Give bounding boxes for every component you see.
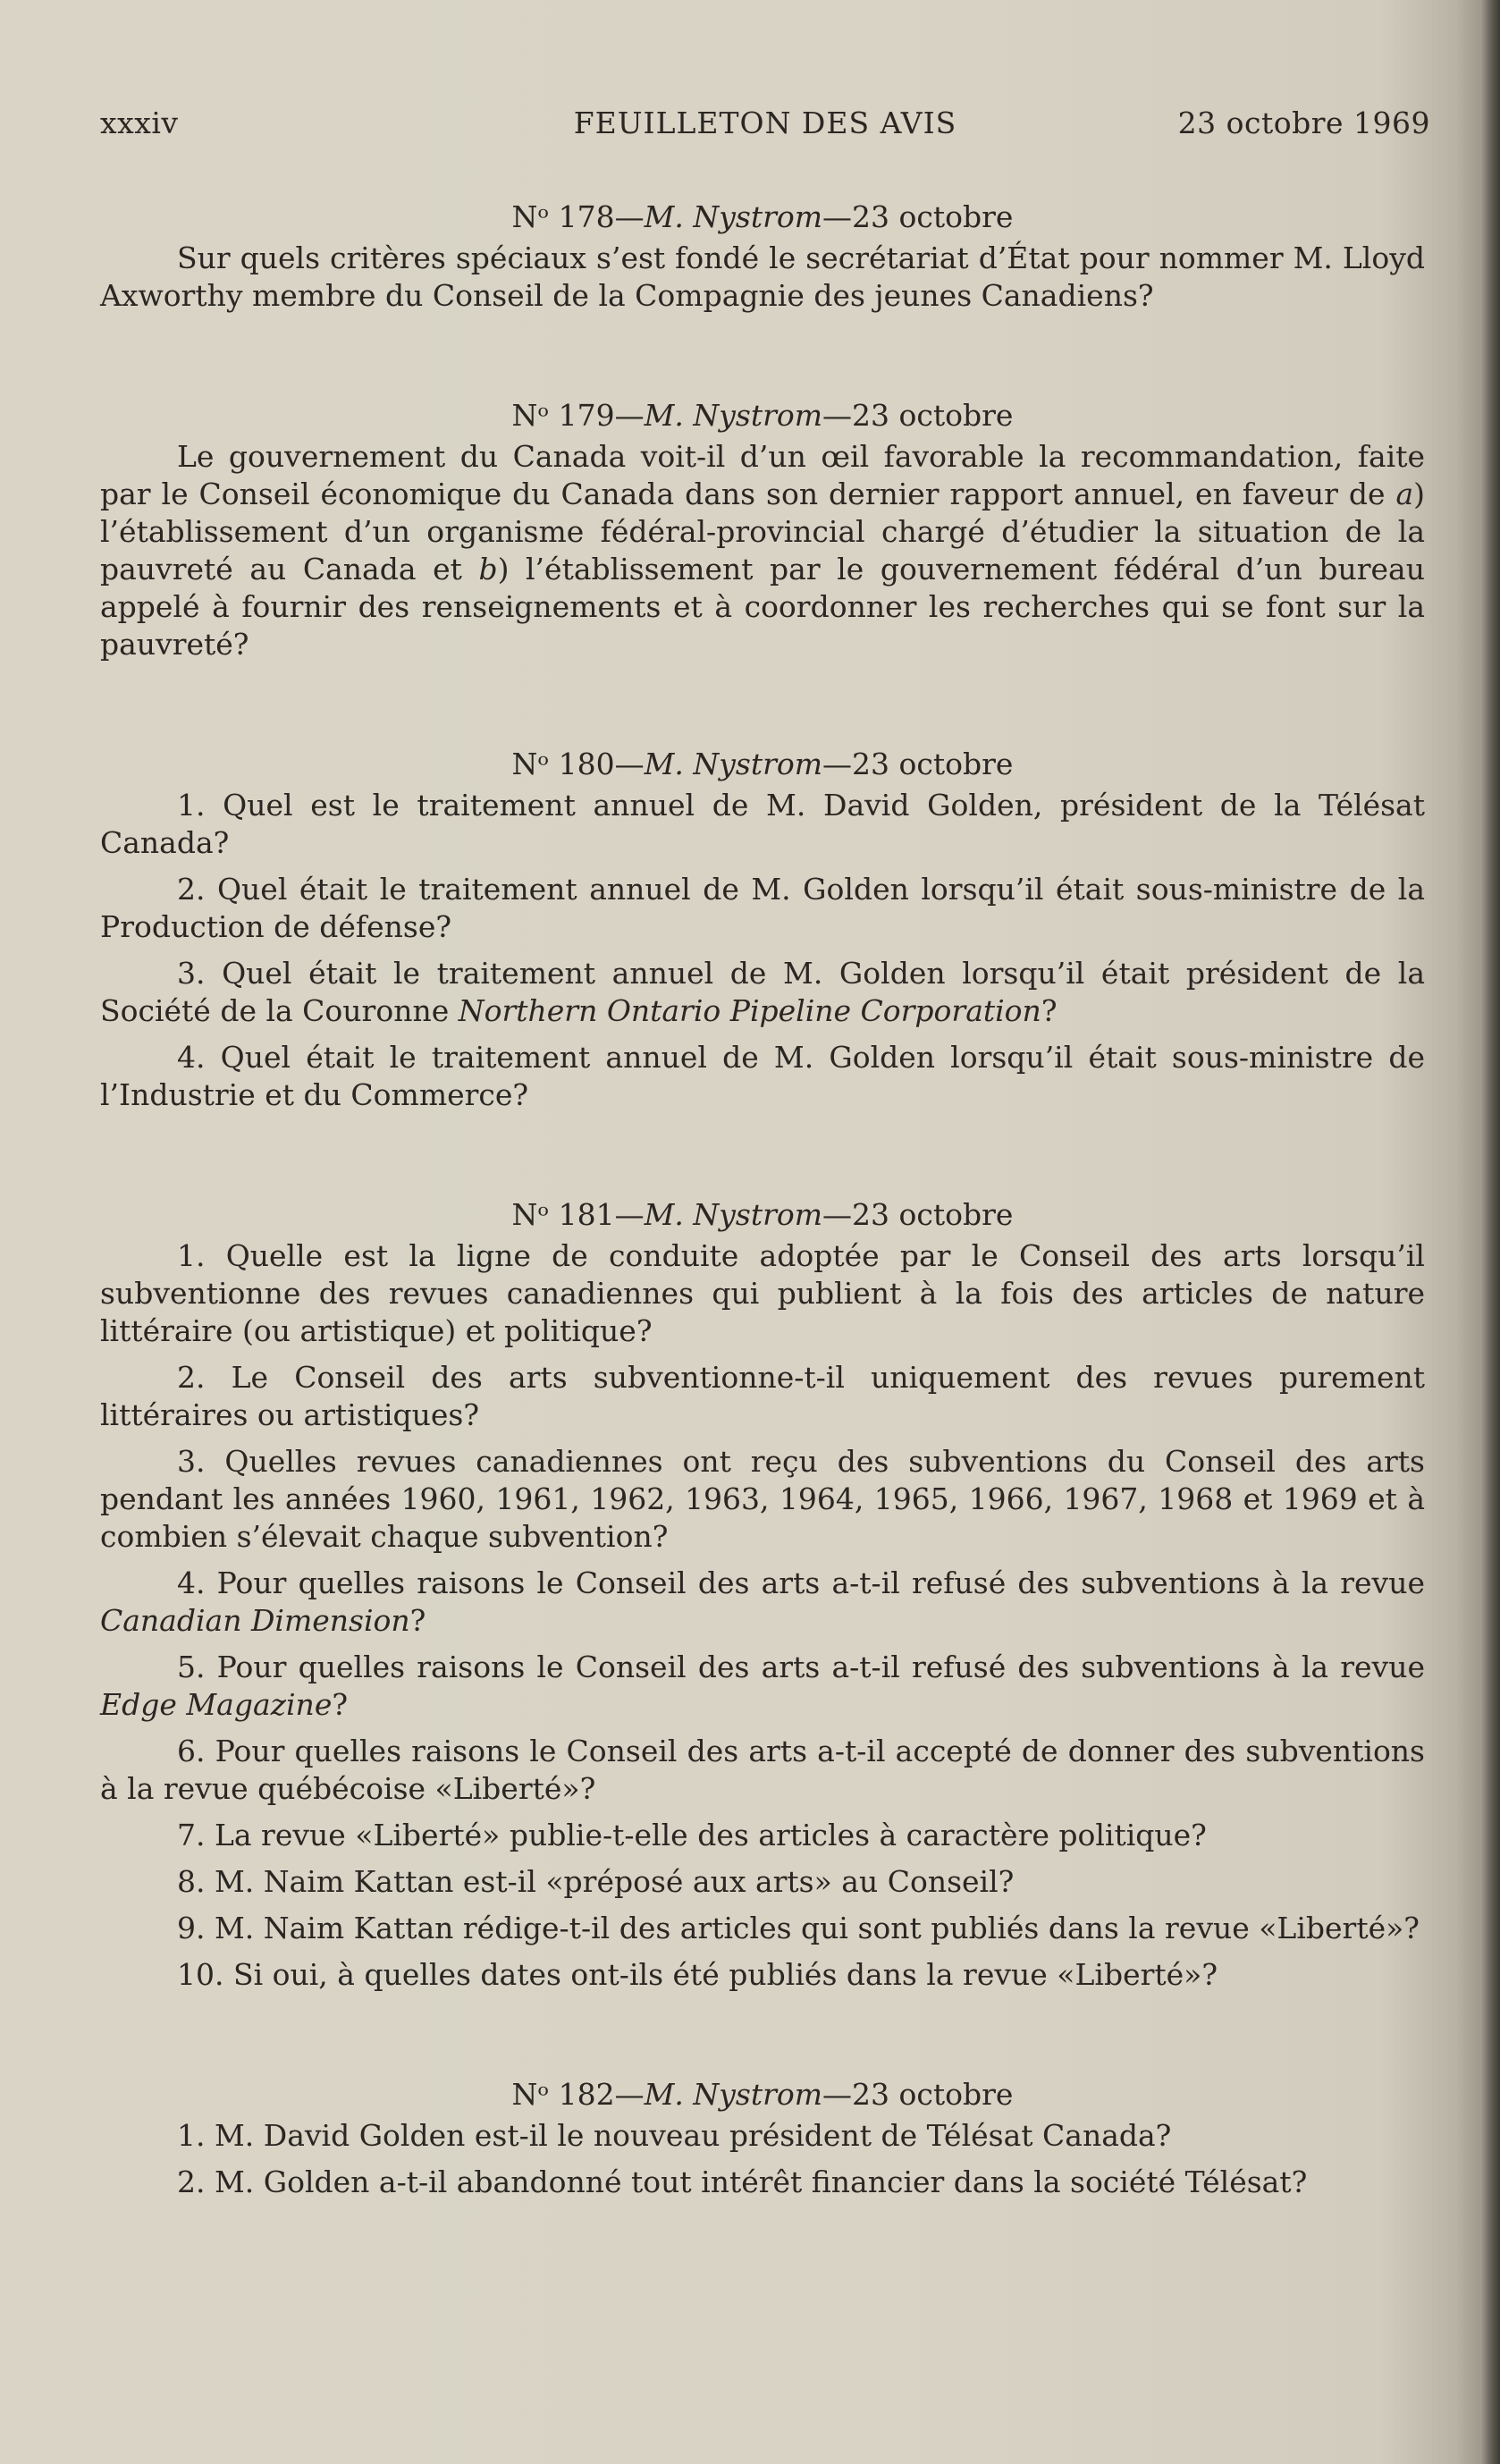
publication-title: FEUILLETON DES AVIS: [573, 105, 957, 140]
notice-178: [100, 198, 1425, 315]
question-item: 7. La revue «Liberté» publie-t-elle des articles à caractère politique?: [177, 1818, 1207, 1852]
notice-member: M. Nystrom: [644, 199, 823, 234]
notice-date: 23 octobre: [852, 1197, 1014, 1232]
notice-heading: Nᵒ 180—M. Nystrom—23 octobre: [511, 747, 1014, 781]
question-item: 1. Quelle est la ligne de conduite adoptée par le Conseil des arts lorsqu’il subventionne des revues canadiennes qui publient à la fois des articles de nature littéraire (ou artistique) et politique?: [100, 1238, 1425, 1348]
page-folio: xxxiv: [100, 105, 179, 140]
question-item: 1. M. David Golden est-il le nouveau président de Télésat Canada?: [177, 2118, 1172, 2153]
notice-member: M. Nystrom: [644, 398, 823, 433]
notice-number: Nᵒ 179: [511, 398, 615, 433]
notice-member: M. Nystrom: [644, 747, 823, 781]
notice-181: [100, 1196, 1425, 1994]
notice-182: [100, 2076, 1425, 2201]
question-item: 10. Si oui, à quelles dates ont-ils été publiés dans la revue «Liberté»?: [177, 1957, 1218, 1992]
question-item: 4. Pour quelles raisons le Conseil des arts a-t-il refusé des subventions à la revue Canadian Dimension?: [100, 1565, 1425, 1638]
notices-body: [100, 198, 1425, 2210]
notice-number: Nᵒ 181: [511, 1197, 615, 1232]
notice-number: Nᵒ 178: [511, 199, 615, 234]
page-edge-shadow: [1480, 0, 1500, 2464]
question-text: Le gouvernement du Canada voit-il d’un œil favorable la recommandation, faite par le Conseil économique du Canada dans son dernier rapport annuel, en faveur de a) l’établissement d’un organisme fédéral-provincial chargé d’étudier la situation de la pauvreté au Canada et b) l’établissement par le gouvernement fédéral d’un bureau appelé à fournir des renseignements et à coordonner les recherches qui se font sur la pauvreté?: [100, 439, 1425, 662]
notice-heading: Nᵒ 179—M. Nystrom—23 octobre: [511, 398, 1014, 433]
notice-date: 23 octobre: [852, 2077, 1014, 2112]
notice-number: Nᵒ 180: [511, 747, 615, 781]
header-date: 23 octobre 1969: [1177, 105, 1430, 140]
question-item: 9. M. Naim Kattan rédige-t-il des articles qui sont publiés dans la revue «Liberté»?: [177, 1911, 1420, 1945]
question-item: 2. M. Golden a-t-il abandonné tout intérêt financier dans la société Télésat?: [177, 2164, 1308, 2199]
notice-date: 23 octobre: [852, 398, 1014, 433]
notice-date: 23 octobre: [852, 199, 1014, 234]
notice-heading: Nᵒ 182—M. Nystrom—23 octobre: [511, 2077, 1014, 2112]
notice-member: M. Nystrom: [644, 2077, 823, 2112]
question-item: 8. M. Naim Kattan est-il «préposé aux arts» au Conseil?: [177, 1864, 1015, 1899]
question-item: 3. Quel était le traitement annuel de M. Golden lorsqu’il était président de la Société de la Couronne Northern Ontario Pipeline Corporation?: [100, 956, 1425, 1028]
question-item: 1. Quel est le traitement annuel de M. David Golden, président de la Télésat Canada?: [100, 788, 1425, 860]
question-text: Sur quels critères spéciaux s’est fondé le secrétariat d’État pour nommer M. Lloyd Axworthy membre du Conseil de la Compagnie des jeunes Canadiens?: [100, 240, 1425, 313]
notice-heading: Nᵒ 178—M. Nystrom—23 octobre: [511, 199, 1014, 234]
question-item: 3. Quelles revues canadiennes ont reçu des subventions du Conseil des arts pendant les années 1960, 1961, 1962, 1963, 1964, 1965, 1966, 1967, 1968 et 1969 et à combien s’élevait chaque subvention?: [100, 1444, 1425, 1554]
notice-heading: Nᵒ 181—M. Nystrom—23 octobre: [511, 1197, 1014, 1232]
notice-180: [100, 746, 1425, 1114]
question-item: 6. Pour quelles raisons le Conseil des arts a-t-il accepté de donner des subventions à la revue québécoise «Liberté»?: [100, 1734, 1425, 1806]
question-item: 2. Quel était le traitement annuel de M. Golden lorsqu’il était sous-ministre de la Production de défense?: [100, 872, 1425, 944]
notice-member: M. Nystrom: [644, 1197, 823, 1232]
question-item: 2. Le Conseil des arts subventionne-t-il uniquement des revues purement littéraires ou artistiques?: [100, 1360, 1425, 1432]
question-item: 5. Pour quelles raisons le Conseil des arts a-t-il refusé des subventions à la revue Edge Magazine?: [100, 1650, 1425, 1722]
question-item: 4. Quel était le traitement annuel de M. Golden lorsqu’il était sous-ministre de l’Industrie et du Commerce?: [100, 1040, 1425, 1112]
notice-date: 23 octobre: [852, 747, 1014, 781]
notice-number: Nᵒ 182: [511, 2077, 615, 2112]
running-header: [100, 105, 1430, 150]
notice-179: [100, 397, 1425, 663]
